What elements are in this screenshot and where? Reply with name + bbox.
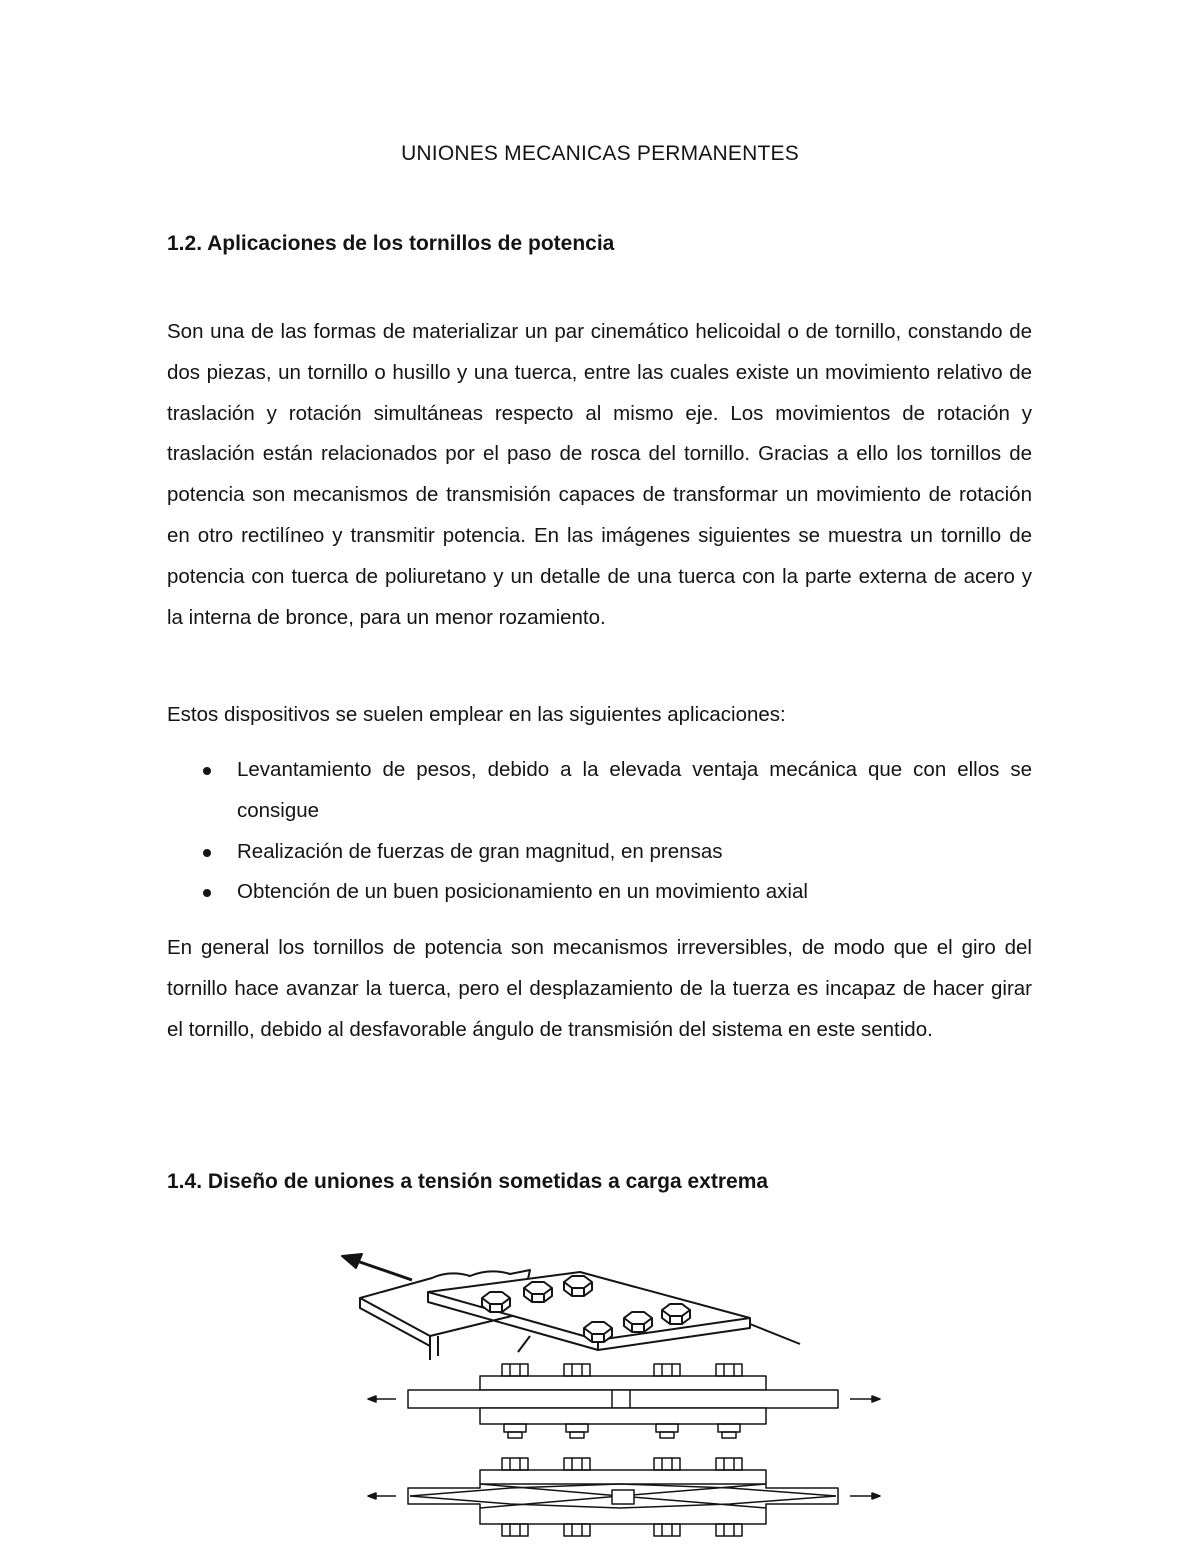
hex-bolt-icon [524,1282,552,1302]
list-item-text: Levantamiento de pesos, debido a la elevada ventaja mecánica que con ellos se consigue [237,758,1032,822]
butt-joint-section-view [368,1364,880,1438]
list-item [167,872,1032,913]
section-heading-1-2: 1.2. Aplicaciones de los tornillos de potencia [167,232,615,255]
list-item-text: Realización de fuerzas de gran magnitud, en prensas [237,839,723,863]
deformed-joint-section-view [368,1458,880,1536]
paragraph-power-screws-intro: Son una de las formas de materializar un par cinemático helicoidal o de tornillo, constando de dos piezas, un tornillo o husillo y una tuerca, entre las cuales existe un movimiento relativo de traslación y rotación simultáneas respecto al mismo eje. Los movimientos de rotación y traslación están relacionados por el paso de rosca del tornillo. Gracias a ello los tornillos de potencia son mecanismos de transmisión capaces de transformar un movimiento de rotación en otro rectilíneo y transmitir potencia. En las imágenes siguientes se muestra un tornillo de potencia con tuerca de poliuretano y un detalle de una tuerca con la parte externa de acero y la interna de bronce, para un menor rozamiento. [167,320,1032,629]
bullet-icon [203,767,211,775]
hex-bolt-icon [662,1304,690,1324]
list-item [167,832,1032,873]
hex-bolt-icon [564,1276,592,1296]
hex-bolt-icon [584,1322,612,1342]
bullet-icon [203,889,211,897]
list-item [167,750,1032,832]
document-title: UNIONES MECANICAS PERMANENTES [401,142,799,165]
bolted-joint-diagram [330,1240,890,1553]
applications-list [167,750,1032,913]
paragraph-applications-intro: Estos dispositivos se suelen emplear en las siguientes aplicaciones: [167,703,786,726]
paragraph-irreversibility: En general los tornillos de potencia son mecanismos irreversibles, de modo que el giro del tornillo hace avanzar la tuerca, pero el desplazamiento de la tuerza es incapaz de hacer girar el tornillo, debido al desfavorable ángulo de transmisión del sistema en este sentido. [167,936,1032,1041]
hex-bolt-icon [482,1292,510,1312]
bullet-icon [203,849,211,857]
list-item-text: Obtención de un buen posicionamiento en un movimiento axial [237,880,808,904]
hex-bolt-icon [624,1312,652,1332]
perspective-lap-joint [342,1254,800,1360]
section-heading-1-4: 1.4. Diseño de uniones a tensión sometidas a carga extrema [167,1170,769,1193]
